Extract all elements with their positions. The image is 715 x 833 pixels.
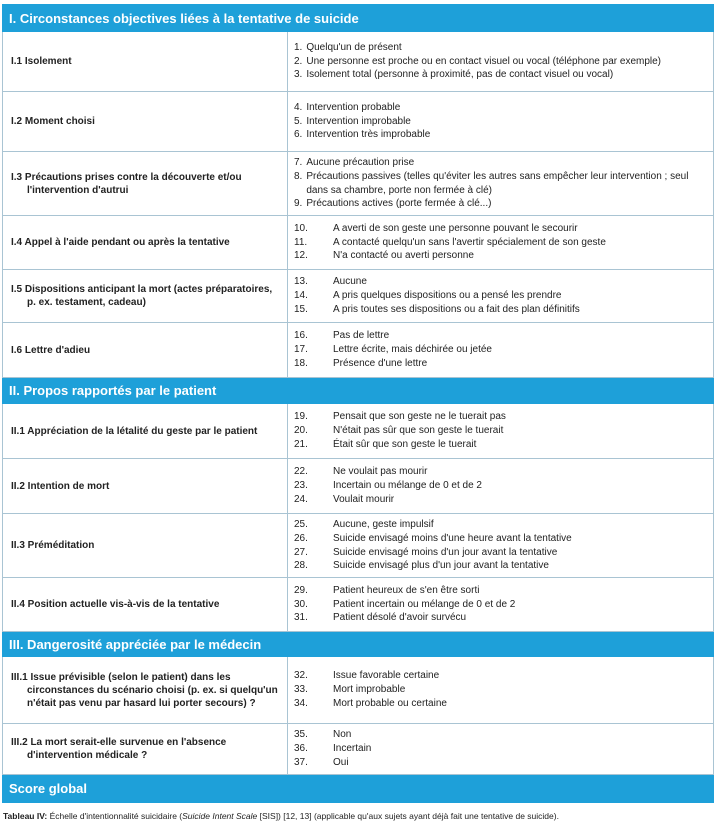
option-number: 35.	[294, 729, 308, 741]
answer-option	[294, 697, 707, 711]
option-text: Aucune	[333, 276, 367, 288]
table-row	[3, 514, 714, 578]
question-label: I.5 Dispositions anticipant la mort (actes préparatoires, p. ex. testament, cadeau)	[11, 284, 273, 308]
caption-italic: Suicide Intent Scale	[182, 811, 258, 821]
option-number: 30.	[294, 598, 308, 610]
option-number: 32.	[294, 670, 308, 682]
option-number: 29.	[294, 584, 308, 596]
option-number: 24.	[294, 493, 308, 505]
answer-option	[294, 728, 707, 742]
answer-option	[294, 343, 707, 357]
option-number: 10.	[294, 222, 308, 234]
option-text: Oui	[333, 756, 349, 768]
option-number: 20.	[294, 425, 308, 437]
option-number: 28.	[294, 560, 308, 572]
question-label: II.2 Intention de mort	[11, 480, 110, 492]
option-text: Présence d'une lettre	[333, 357, 428, 369]
option-number: 9.	[294, 198, 303, 210]
option-number: 7.	[294, 156, 303, 168]
section-title: III. Dangerosité appréciée par le médecin	[3, 632, 714, 657]
option-text: Patient incertain ou mélange de 0 et de 2	[333, 598, 516, 610]
option-number: 15.	[294, 303, 308, 315]
option-text: Aucune précaution prise	[306, 156, 415, 168]
section-header-2	[3, 378, 714, 404]
section-header-3	[3, 632, 714, 657]
table-row	[3, 657, 714, 724]
answer-option	[294, 438, 707, 452]
answer-options	[288, 459, 714, 514]
answer-options	[288, 152, 714, 216]
option-number: 8.	[294, 170, 303, 182]
option-text: A pris toutes ses dispositions ou a fait des plan définitifs	[333, 303, 580, 315]
option-text: A contacté quelqu'un sans l'avertir spécialement de son geste	[333, 236, 606, 248]
question-label: III.1 Issue prévisible (selon le patient) dans les circonstances du scénario choisi (p. ex. si quelqu'un n'était pas venu par hasard lui porter secours) ?	[11, 671, 278, 709]
answer-option	[294, 424, 707, 438]
answer-options	[288, 270, 714, 323]
answer-option	[294, 68, 707, 82]
option-text: Était sûr que son geste le tuerait	[333, 438, 477, 450]
answer-option	[294, 493, 707, 507]
section-title: I. Circonstances objectives liées à la tentative de suicide	[3, 5, 714, 32]
option-text: N'a contacté ou averti personne	[333, 250, 474, 262]
option-number: 12.	[294, 250, 308, 262]
option-text: Suicide envisagé moins d'une heure avant la tentative	[333, 532, 572, 544]
score-row	[3, 775, 714, 803]
option-number: 16.	[294, 330, 308, 342]
answer-options	[288, 216, 714, 270]
option-number: 11.	[294, 236, 308, 248]
option-text: Incertain	[333, 743, 372, 755]
table-row	[3, 404, 714, 459]
table-caption	[3, 811, 559, 821]
answer-option	[294, 170, 707, 198]
option-text: Isolement total (personne à proximité, pas de contact visuel ou vocal)	[306, 69, 614, 81]
answer-option	[294, 329, 707, 343]
option-number: 27.	[294, 546, 308, 558]
question-label: II.1 Appréciation de la létalité du geste par le patient	[11, 425, 258, 437]
option-number: 13.	[294, 276, 308, 288]
option-number: 26.	[294, 532, 308, 544]
table-row	[3, 152, 714, 216]
option-number: 23.	[294, 480, 308, 492]
option-number: 14.	[294, 290, 308, 302]
option-text: Quelqu'un de présent	[306, 41, 402, 53]
score-label: Score global	[3, 775, 714, 803]
answer-option	[294, 532, 707, 546]
option-number: 36.	[294, 743, 308, 755]
answer-option	[294, 683, 707, 697]
option-text: Non	[333, 729, 352, 741]
option-number: 17.	[294, 344, 308, 356]
question-label: I.1 Isolement	[11, 56, 72, 67]
caption-label: Tableau IV:	[3, 811, 48, 821]
answer-option	[294, 222, 707, 236]
answer-option	[294, 41, 707, 55]
caption-text: Échelle d'intentionnalité suicidaire (	[47, 811, 183, 821]
answer-option	[294, 756, 707, 770]
table-row	[3, 578, 714, 632]
option-text: Intervention très improbable	[306, 129, 431, 141]
answer-option	[294, 584, 707, 598]
table-row	[3, 92, 714, 152]
answer-option	[294, 465, 707, 479]
table-row	[3, 724, 714, 775]
question-label: III.2 La mort serait-elle survenue en l'absence d'intervention médicale ?	[11, 737, 227, 761]
answer-option	[294, 275, 707, 289]
answer-options	[288, 323, 714, 378]
option-text: Suicide envisagé moins d'un jour avant la tentative	[333, 546, 558, 558]
option-text: Voulait mourir	[333, 493, 395, 505]
option-text: A pris quelques dispositions ou a pensé les prendre	[333, 290, 562, 302]
option-text: N'était pas sûr que son geste le tuerait	[333, 425, 504, 437]
question-label: II.4 Position actuelle vis-à-vis de la tentative	[11, 599, 220, 610]
question-label: I.4 Appel à l'aide pendant ou après la tentative	[11, 237, 230, 248]
option-text: Pensait que son geste ne le tuerait pas	[333, 411, 506, 423]
option-text: Mort probable ou certaine	[333, 697, 447, 709]
option-text: Précautions passives (telles qu'éviter les autres sans empêcher leur intervention ; seul dans sa chambre, porte non fermée à clé)	[306, 170, 689, 196]
answer-option	[294, 115, 707, 129]
answer-option	[294, 479, 707, 493]
option-number: 6.	[294, 129, 303, 141]
answer-option	[294, 236, 707, 250]
option-text: Patient heureux de s'en être sorti	[333, 584, 480, 596]
option-number: 19.	[294, 411, 308, 423]
answer-option	[294, 289, 707, 303]
option-number: 1.	[294, 41, 303, 53]
table-row	[3, 32, 714, 92]
answer-option	[294, 156, 707, 170]
question-label: I.3 Précautions prises contre la découverte et/ou l'intervention d'autrui	[11, 171, 242, 196]
question-label: I.2 Moment choisi	[11, 116, 95, 127]
answer-options	[288, 578, 714, 632]
option-number: 21.	[294, 438, 308, 450]
question-label: I.6 Lettre d'adieu	[11, 344, 91, 356]
table-row	[3, 323, 714, 378]
option-text: Intervention improbable	[306, 115, 411, 127]
option-text: Incertain ou mélange de 0 et de 2	[333, 480, 482, 492]
option-text: Mort improbable	[333, 684, 406, 696]
answer-option	[294, 742, 707, 756]
answer-options	[288, 657, 714, 724]
table-row	[3, 459, 714, 514]
option-number: 25.	[294, 518, 308, 530]
option-number: 34.	[294, 697, 308, 709]
answer-options	[288, 514, 714, 578]
table-row	[3, 270, 714, 323]
answer-option	[294, 518, 707, 532]
answer-option	[294, 546, 707, 560]
sis-table	[2, 4, 714, 803]
table-row	[3, 216, 714, 270]
answer-option	[294, 303, 707, 317]
answer-options	[288, 92, 714, 152]
option-text: Issue favorable certaine	[333, 670, 440, 682]
option-text: Lettre écrite, mais déchirée ou jetée	[333, 344, 492, 356]
option-number: 37.	[294, 756, 308, 768]
option-text: Suicide envisagé plus d'un jour avant la tentative	[333, 560, 549, 572]
answer-option	[294, 669, 707, 683]
answer-option	[294, 101, 707, 115]
answer-option	[294, 559, 707, 573]
option-number: 5.	[294, 115, 303, 127]
option-number: 2.	[294, 55, 303, 67]
answer-option	[294, 598, 707, 612]
option-number: 18.	[294, 357, 308, 369]
answer-option	[294, 357, 707, 371]
answer-option	[294, 410, 707, 424]
option-number: 31.	[294, 612, 308, 624]
option-text: Pas de lettre	[333, 330, 390, 342]
option-text: Ne voulait pas mourir	[333, 466, 428, 478]
option-text: Aucune, geste impulsif	[333, 518, 434, 530]
answer-option	[294, 128, 707, 142]
answer-option	[294, 197, 707, 211]
option-text: Précautions actives (porte fermée à clé...)	[306, 198, 492, 210]
answer-option	[294, 55, 707, 69]
answer-options	[288, 724, 714, 775]
answer-options	[288, 32, 714, 92]
answer-options	[288, 404, 714, 459]
question-label: II.3 Préméditation	[11, 540, 95, 551]
option-text: Intervention probable	[306, 101, 401, 113]
option-text: Une personne est proche ou en contact visuel ou vocal (téléphone par exemple)	[306, 55, 662, 67]
section-header-1	[3, 5, 714, 32]
caption-text-end: [SIS]) [12, 13] (applicable qu'aux sujets ayant déjà fait une tentative de suicide).	[257, 811, 559, 821]
option-number: 22.	[294, 466, 308, 478]
answer-option	[294, 611, 707, 625]
option-text: A averti de son geste une personne pouvant le secourir	[333, 222, 578, 234]
option-text: Patient désolé d'avoir survécu	[333, 612, 467, 624]
option-number: 33.	[294, 684, 308, 696]
option-number: 3.	[294, 69, 303, 81]
answer-option	[294, 249, 707, 263]
option-number: 4.	[294, 101, 303, 113]
section-title: II. Propos rapportés par le patient	[3, 378, 714, 404]
